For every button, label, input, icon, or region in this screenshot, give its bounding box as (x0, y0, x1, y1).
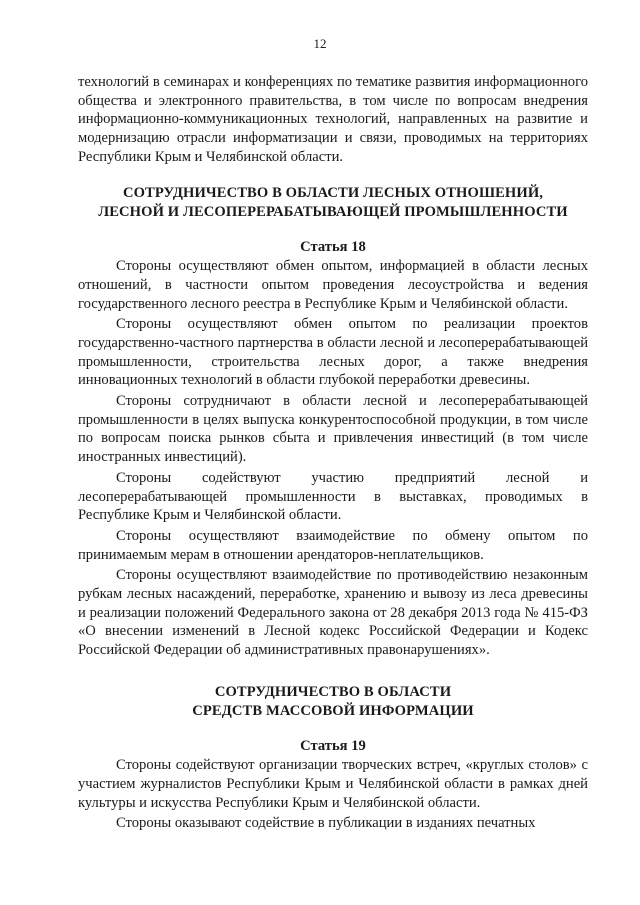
paragraph: Стороны сотрудничают в области лесной и лесоперерабатывающей промышленности в целях выпуска конкурентоспособной продукции, в том числе по вопросам поиска рынков сбыта и привлечения инвестиций (в том числе иностранных инвестиций). (78, 393, 588, 466)
section-mass-media (78, 683, 588, 833)
section-heading-line1: СОТРУДНИЧЕСТВО В ОБЛАСТИ (214, 684, 452, 700)
paragraph: Стороны осуществляют взаимодействие по обмену опытом по принимаемым мерам в отношении арендаторов-неплательщиков. (78, 527, 588, 563)
page-number: 12 (313, 36, 327, 51)
paragraph: Стороны осуществляют взаимодействие по противодействию незаконным рубкам лесных насаждений, переработке, хранению и вывозу из леса древесины и реализации положений Федерального закона от 28 декабря 2013 года № 415-ФЗ «О внесении изменений в Лесной кодекс Российской Федерации и Кодекс Российской Федерации об административных правонарушениях». (78, 567, 588, 659)
section-heading-line2: ЛЕСНОЙ И ЛЕСОПЕРЕРАБАТЫВАЮЩЕЙ ПРОМЫШЛЕННОСТИ (98, 203, 568, 220)
intro-paragraph: технологий в семинарах и конференциях по тематике развития информационного общества и электронного правительства, в том числе по вопросам внедрения информационно-коммуникационных технологий, направленных на развитие и модернизацию отрасли информатизации и связи, проводимых на территориях Республики Крым и Челябинской области. (78, 74, 588, 165)
paragraph: Стороны осуществляют обмен опытом по реализации проектов государственно-частного партнерства в области лесной и лесоперерабатывающей промышленности, строительства лесных дорог, а также внедрения инновационных технологий в области глубокой переработки древесины. (78, 316, 588, 389)
paragraph: Стороны содействуют организации творческих встреч, «круглых столов» с участием журналистов Республики Крым и Челябинской области в рамках дней культуры и искусства Республики Крым и Челябинской области. (78, 757, 588, 811)
section-heading-line1: СОТРУДНИЧЕСТВО В ОБЛАСТИ ЛЕСНЫХ ОТНОШЕНИЙ, (122, 185, 544, 201)
article-title: Статья 19 (300, 738, 366, 755)
section-forestry (78, 184, 588, 660)
article-title: Статья 18 (300, 239, 366, 256)
paragraph: Стороны оказывают содействие в публикации в изданиях печатных (116, 815, 536, 832)
section-heading-line2: СРЕДСТВ МАССОВОЙ ИНФОРМАЦИИ (192, 702, 474, 719)
paragraph: Стороны содействуют участию предприятий лесной и лесоперерабатывающей промышленности в выставках, проводимых в Республике Крым и Челябинской области. (78, 469, 588, 524)
paragraph: Стороны осуществляют обмен опытом, информацией в области лесных отношений, в частности опытом проведения лесоустройства и ведения государственного лесного реестра в Республике Крым и Челябинской области. (78, 258, 588, 312)
